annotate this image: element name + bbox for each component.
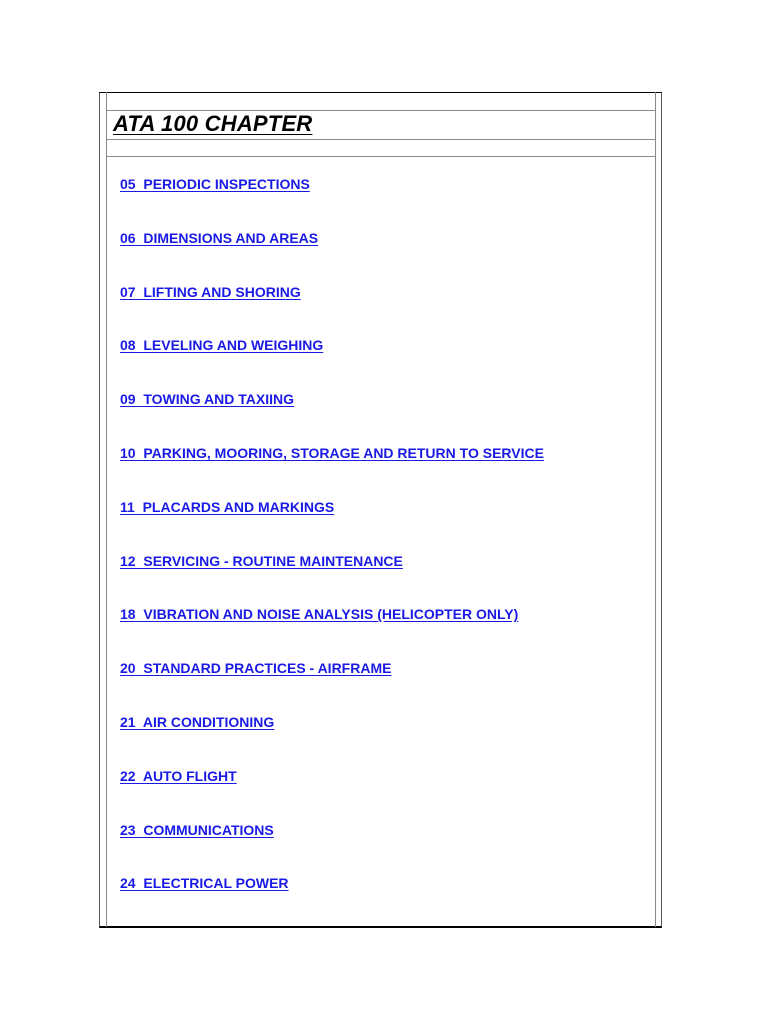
page-title: ATA 100 CHAPTER <box>113 111 313 136</box>
chapter-link-07[interactable]: 07 LIFTING AND SHORING <box>120 283 301 300</box>
list-item <box>120 874 544 928</box>
table-inner-border-left <box>106 92 107 927</box>
chapter-link-05[interactable]: 05 PERIODIC INSPECTIONS <box>120 176 310 192</box>
list-item <box>120 821 544 875</box>
list-item <box>120 552 544 606</box>
list-item <box>120 767 544 821</box>
chapter-link-22[interactable]: 22 AUTO FLIGHT <box>120 767 237 784</box>
chapter-link-09[interactable]: 09 TOWING AND TAXIING <box>120 391 294 408</box>
list-item <box>120 336 544 390</box>
chapter-link-12[interactable]: 12 SERVICING - ROUTINE MAINTENANCE <box>120 552 403 569</box>
chapter-link-11[interactable]: 11 PLACARDS AND MARKINGS <box>120 498 335 515</box>
chapter-link-24[interactable]: 24 ELECTRICAL POWER <box>120 875 289 892</box>
chapter-link-20[interactable]: 20 STANDARD PRACTICES - AIRFRAME <box>120 660 392 677</box>
list-item <box>120 713 544 767</box>
table-rule <box>106 156 656 157</box>
list-item <box>120 175 544 229</box>
list-item <box>120 390 544 444</box>
table-inner-border-right <box>655 92 656 927</box>
chapter-list <box>120 175 544 928</box>
chapter-link-23[interactable]: 23 COMMUNICATIONS <box>120 821 274 838</box>
chapter-link-18[interactable]: 18 VIBRATION AND NOISE ANALYSIS (HELICOPTER ONLY) <box>120 606 519 623</box>
chapter-link-06[interactable]: 06 DIMENSIONS AND AREAS <box>120 229 319 246</box>
list-item <box>120 605 544 659</box>
list-item <box>120 444 544 498</box>
list-item <box>120 283 544 337</box>
table-rule <box>106 139 656 140</box>
list-item <box>120 498 544 552</box>
list-item <box>120 659 544 713</box>
chapter-link-21[interactable]: 21 AIR CONDITIONING <box>120 713 275 730</box>
chapter-link-08[interactable]: 08 LEVELING AND WEIGHING <box>120 337 324 354</box>
list-item <box>120 229 544 283</box>
chapter-link-10[interactable]: 10 PARKING, MOORING, STORAGE AND RETURN TO SERVICE <box>120 444 544 461</box>
